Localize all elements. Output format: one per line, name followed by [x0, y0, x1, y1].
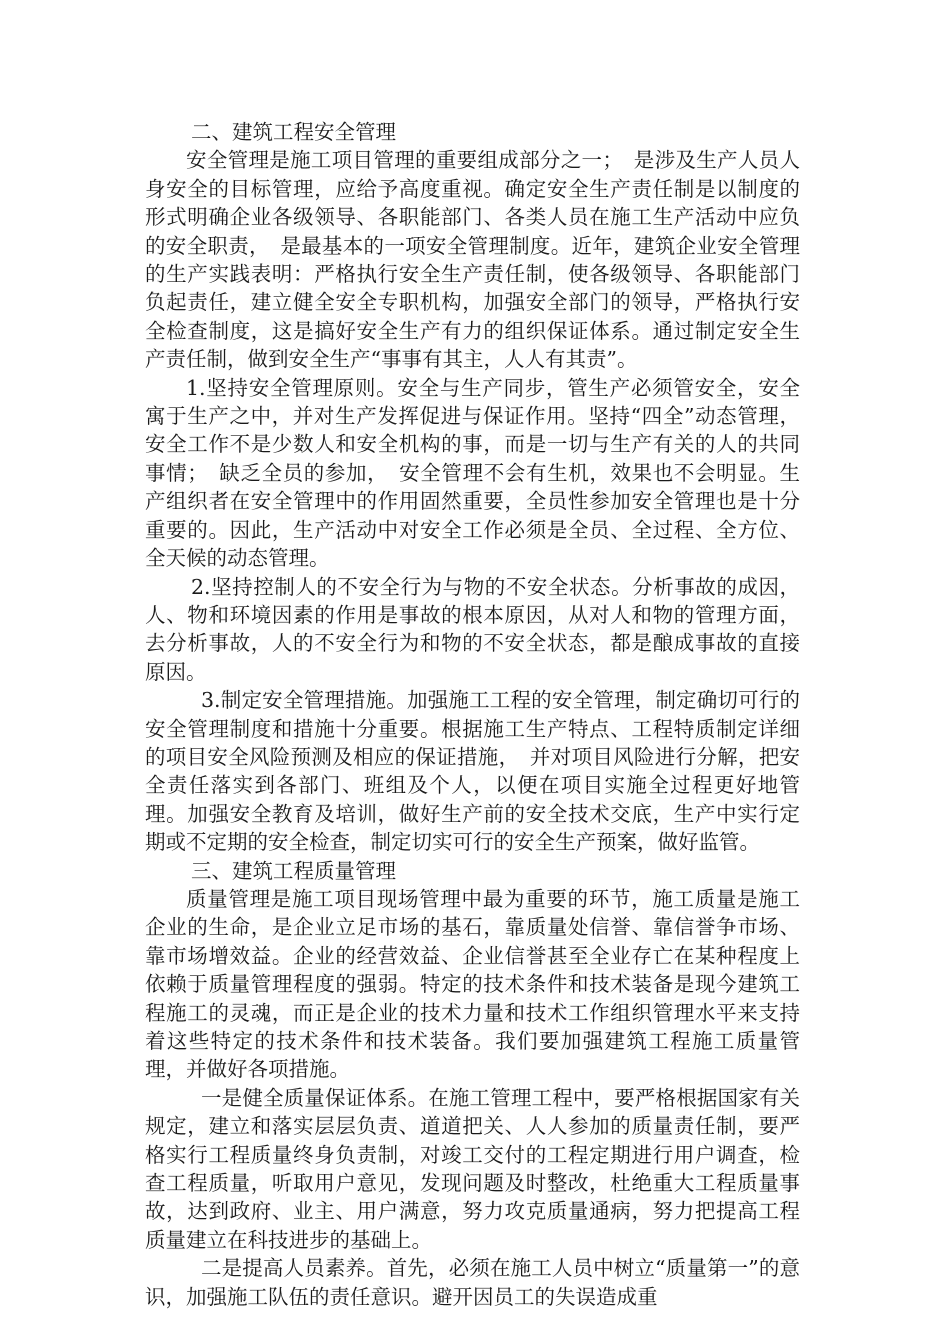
section-heading-quality: 三、建筑工程质量管理	[191, 858, 396, 883]
paragraph-quality-system: 一是健全质量保证体系。在施工管理工程中，要严格根据国家有关规定，建立和落实层层负责、道道把关、人人参加的质量责任制，要严格实行工程质量终身负责制，对竣工交付的工程定期进行用户调查，检查工程质量，听取用户意见，发现问题及时整改，杜绝重大工程质量事故，达到政府、业主、用户满意，努力攻克质量通病，努力把提高工程质量建立在科技进步的基础上。	[145, 1085, 800, 1252]
paragraph-safety-measures: 3.制定安全管理措施。加强施工工程的安全管理，制定确切可行的安全管理制度和措施十分重要。根据施工生产特点、工程特质制定详细的项目安全风险预测及相应的保证措施， 并对项目风险进行分解，把安全责任落实到各部门、班组及个人，以便在项目实施全过程更好地管理。加强安全教育及培训，做好生产前的安全技术交底，生产中实行定期或不定期的安全检查，制定切实可行的安全生产预案，做好监管。	[145, 688, 800, 855]
document-page	[145, 118, 800, 1311]
paragraph-safety-principle: 1.坚持安全管理原则。安全与生产同步，管生产必须管安全，安全寓于生产之中，并对生产发挥促进与保证作用。坚持“四全”动态管理，安全工作不是少数人和安全机构的事，而是一切与生产有关的人的共同事情； 缺乏全员的参加， 安全管理不会有生机，效果也不会明显。生产组织者在安全管理中的作用固然重要，全员性参加安全管理也是十分重要的。因此，生产活动中对安全工作必须是全员、全过程、全方位、全天候的动态管理。	[145, 375, 800, 571]
section-heading-safety: 二、建筑工程安全管理	[191, 120, 396, 144]
paragraph-quality-intro: 质量管理是施工项目现场管理中最为重要的环节，施工质量是施工企业的生命，是企业立足市场的基石，靠质量处信誉、靠信誉争市场、靠市场增效益。企业的经营效益、企业信誉甚至全业存亡在某种程度上依赖于质量管理程度的强弱。特定的技术条件和技术装备是现今建筑工程施工的灵魂，而正是企业的技术力量和技术工作组织管理水平来支持着这些特定的技术条件和技术装备。我们要加强建筑工程施工质量管理，并做好各项措施。	[145, 886, 800, 1082]
paragraph-quality-personnel: 二是提高人员素养。首先，必须在施工人员中树立“质量第一”的意识，加强施工队伍的责任意识。避开因员工的失误造成重	[145, 1256, 800, 1309]
paragraph-safety-intro: 安全管理是施工项目管理的重要组成部分之一； 是涉及生产人员人身安全的目标管理，应给予高度重视。确定安全生产责任制是以制度的形式明确企业各级领导、各职能部门、各类人员在施工生产活动中应负的安全职责， 是最基本的一项安全管理制度。近年，建筑企业安全管理的生产实践表明：严格执行安全生产责任制，使各级领导、各职能部门负起责任，建立健全安全专职机构，加强安全部门的领导，严格执行安全检查制度，这是搞好安全生产有力的组织保证体系。通过制定安全生产责任制，做到安全生产“事事有其主，人人有其责”。	[145, 148, 800, 372]
paragraph-safety-control: 2.坚持控制人的不安全行为与物的不安全状态。分析事故的成因，人、物和环境因素的作用是事故的根本原因，从对人和物的管理方面，去分析事故，人的不安全行为和物的不安全状态，都是酿成事故的直接原因。	[145, 574, 800, 684]
